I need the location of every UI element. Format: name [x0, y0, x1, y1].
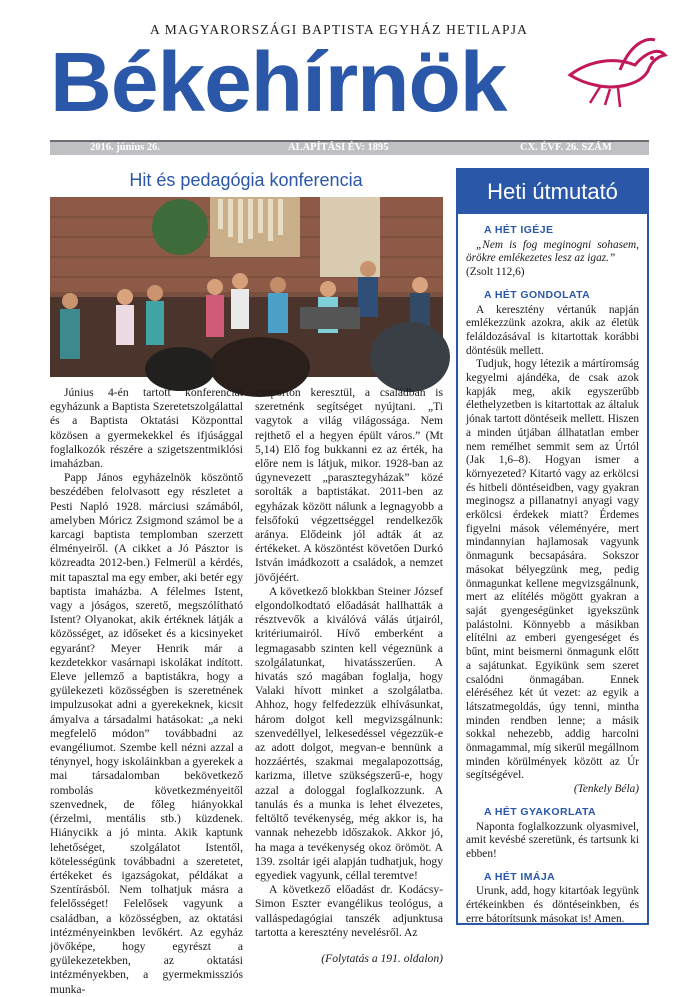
- article-paragraph: A következő blokkban Steiner József elgondolkodtató előadását hallhatták a résztvevők a kiválóvá válás útjairól, kritériumairól. Hívő emberként a legmagasabb szinten kell végeznünk a szolgálatunkat, hivatásszerűen. A hivatás szó magában foglalja, hogy Valaki hívott minket a szolgálatba. Ahhoz, hogy felfedezzük elhívásunkat, három dolgot kell megvizsgálnunk: szenvedéllyel, lelkesedéssel végezzük-e az adott dolgot, megvan-e bennünk a hozzáértés, szakmai megalapozottság, karizma, illetve szükségszerű-e, hogy azzal a dologgal foglalkozzunk. A tanulás és a munka is lehet élvezetes, feltöltő tevékenység, még akkor is, ha vannak nehezebb időszakok. Akkor jó, ha maga a tevékenység okoz örömöt. A 139. zsoltár igéi alapján tudhatjuk, hogy egyediek vagyunk, céllal teremtve!: [255, 584, 443, 882]
- weekly-guide-sidebar: [456, 168, 649, 925]
- prayer-text: Urunk, add, hogy kitartóak legyünk értékeinkben és döntéseinkben, és erre bátorítsunk másokat is! Amen.: [466, 885, 639, 925]
- issue-number: CX. ÉVF. 26. SZÁM: [520, 142, 612, 153]
- article-paragraph: csoporton keresztül, a családban is szeretnénk segítséget nyújtani. „Ti vagytok a világ világossága. Nem rejthető el a hegyen épült város.” (Mt 5,14) Elő fog bukkanni ez az érték, ha előre nem is látjuk, mikor. 1928-ban az úgynevezett „parasztegyházak” közé sorolták a baptistákat. 2011-ben az egyházak között nálunk a legnagyobb a felsőfokú végzettséggel rendelkezők aránya. Elődeink jól adták át az értékeket. A köszöntést követően Durkó István imádkozott a családok, a nemzet jövőjéért.: [255, 386, 443, 584]
- practice-text: Naponta foglalkozzunk olyasmivel, amit kevésbé szeretünk, és tartsunk ki ebben!: [466, 820, 639, 860]
- masthead-title: Békehírnök: [50, 35, 507, 129]
- prayer-heading: A HÉT IMÁJA: [484, 870, 556, 883]
- conference-photo: [50, 197, 443, 377]
- sidebar-title: Heti útmutató: [458, 170, 647, 214]
- thought-author: (Tenkely Béla): [573, 783, 639, 796]
- issue-date: 2016. június 26.: [90, 142, 161, 153]
- article-paragraph: Papp János egyházelnök köszöntő beszédében felolvasott egy részletet a Pesti Napló 1928. márciusi számából, amelyben Móricz Zsigmond számol be a karcagi baptista templomban szerzett élményeiről. (A cikket a Jó Pásztor is közreadta 2012-ben.) Felmerül a kérdés, mit tapasztal ma egy ember, aki betér egy baptista imaházba. A félelmes Istent, vagy a jóságos, szerető, megszólítható Istent? Olyanokat, akik értéknek látják a közösséget, az időseket és a kicsinyeket egyaránt? Meyer Henrik már a kezdetekkor vasárnapi iskolákat indított. Eleve jellemző a baptistákra, hogy a gyülekezeti közösségben is szeretnének impulzusokat adni a gyerekeknek, kicsit ámyalva a társadalmi hatásokat: „a neki megfelelő módon” továbbadni az evangéliumot. Szembe kell nézni azzal a ténynyel, hogy iskoláinkban a gyerekek a mai társadalomban bekövetkező rombolás következményeitől szenvednek, de főleg hiányokkal (érzelmi, mentális stb.) küzdenek. Hiánycikk a jó minta. Akik kaptunk lehetőséget, szolgálatot Istentől, kötelességünk továbbadni a szeretetet, értékeket és igazságokat, példákat a Szentírásból. Nem tolhatjuk másra a felelősséget! Felelősek vagyunk a családban, a közösségben, az oktatási intézményeinkben levőkért. Az egyház jövőképe, hogy egyrészt a gyülekezetekben, az oktatási intézményekben, a gyermekmissziós munka-: [50, 471, 243, 996]
- continued-note: (Folytatás a 191. oldalon): [321, 951, 443, 965]
- tagline: A MAGYARORSZÁGI BAPTISTA EGYHÁZ HETILAPJA: [150, 22, 529, 37]
- thought-heading: A HÉT GONDOLATA: [484, 288, 591, 301]
- dove-logo-icon: [560, 35, 670, 110]
- dateline-bar: [50, 140, 649, 155]
- article-headline: Hit és pedagógia konferencia: [129, 170, 363, 190]
- practice-heading: A HÉT GYAKORLATA: [484, 805, 596, 818]
- founded-year: ALAPÍTÁSI ÉV: 1895: [288, 142, 389, 153]
- verse-reference: (Zsolt 112,6): [466, 266, 525, 279]
- verse-text: „Nem is fog meginogni sohasem, örökre emlékezetes lesz az igaz.”: [466, 238, 639, 265]
- article-column-2: [255, 386, 443, 966]
- article-paragraph: Június 4-én tartott konferenciát egyházunk a Baptista Szeretetszolgálattal és a Baptista Oktatási Központtal közösen a gyermekekkel és ifjúsággal foglalkozók részére a szigetszentmiklósi imaházban.: [50, 386, 243, 471]
- article-column-1: [50, 386, 243, 997]
- verse-heading: A HÉT IGÉJE: [484, 224, 554, 236]
- thought-paragraph: Tudjuk, hogy létezik a mártíromság kegyelmi ajándéka, de csak azok kapják meg, akik egyszerűbb élethelyzetben is kitartottak az általuk jónak tartott döntéseik mellett. Hiszen a minden útjában állhatatlan ember nem remélhet semmit sem az Úrtól (Jak 1,6–8). Hogyan ismer a környezeted? Kitartó vagy az erkölcsi és hitbeli döntéseidben, vagy gyakran meginogsz a pillanatnyi anyagi vagy erkölcsi érdekek miatt? Érdemes figyelni mások véleményére, mert mindannyian hajlamosak vagyunk önmagunk becsapására. Sokszor másokat bélyegzünk meg, pedig önmagunkat kellene megvizsgálnunk, mert az elítélés mögött gyakran a saját gyengeségünket igyekszünk palástolni. Könnyebb a másikban elítélni az emberi gyengeséget és bűnt, mint beismerni önmagunk előtt a sajátunkat. Egyikünk sem szeret csalódni önmagában. Ennek eléréséhez két út vezet: az egyik a látszatmegoldás, úgy tenni, mintha minden rendben lenne; a másik sokkal nehezebb, addig harcolni önmagammal, míg sikerül megállnom minden körülmények között az Úr segítségével.: [466, 358, 639, 782]
- article-paragraph: A következő előadást dr. Kodácsy-Simon Eszter evangélikus teológus, a valláspedagógiai tanszék adjunktusa tartotta a keresztény nevelésről. Az: [255, 883, 443, 939]
- thought-paragraph: A keresztény vértanúk napján emlékezzünk azokra, akik az életük feláldozásával is kitartottak korábbi döntésük mellett.: [466, 303, 639, 357]
